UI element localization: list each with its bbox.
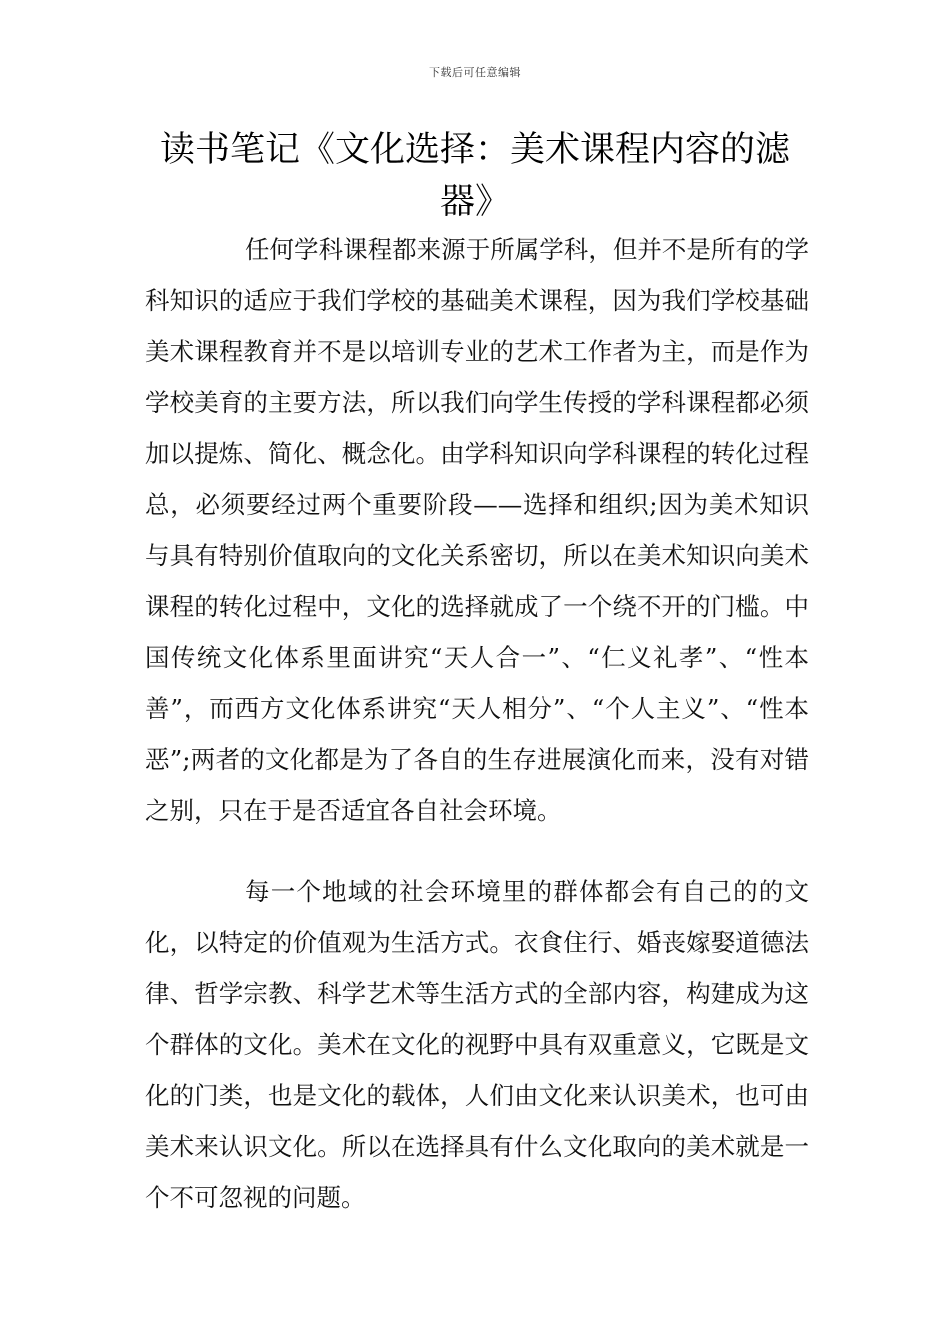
document-title: 读书笔记《文化选择：美术课程内容的滤器》: [159, 130, 790, 222]
body-paragraph-1: 任何学科课程都来源于所属学科，但并不是所有的学科知识的适应于我们学校的基础美术课程，因为我们学校基础美术课程教育并不是以培训专业的艺术工作者为主，而是作为学校美育的主要方法，所以我们向学生传授的学科课程都必须加以提炼、简化、概念化。由学科知识向学科课程的转化过程总，必须要经过两个重要阶段——选择和组织;因为美术知识与具有特别价值取向的文化关系密切，所以在美术知识向美术课程的转化过程中，文化的选择就成了一个绕不开的门槛。中国传统文化体系里面讲究“天人合一”、“仁义礼孝”、“性本善”，而西方文化体系讲究“天人相分”、“个人主义”、“性本恶”;两者的文化都是为了各自的生存进展演化而来，没有对错之别，只在于是否适宜各自社会环境。: [145, 235, 809, 825]
page-header-note: 下载后可任意编辑: [429, 66, 521, 79]
body-paragraph-2: 每一个地域的社会环境里的群体都会有自己的的文化，以特定的价值观为生活方式。衣食住行、婚丧嫁娶道德法律、哲学宗教、科学艺术等生活方式的全部内容，构建成为这个群体的文化。美术在文化的视野中具有双重意义，它既是文化的门类，也是文化的载体，人们由文化来认识美术，也可由美术来认识文化。所以在选择具有什么文化取向的美术就是一个不可忽视的问题。: [145, 877, 809, 1212]
